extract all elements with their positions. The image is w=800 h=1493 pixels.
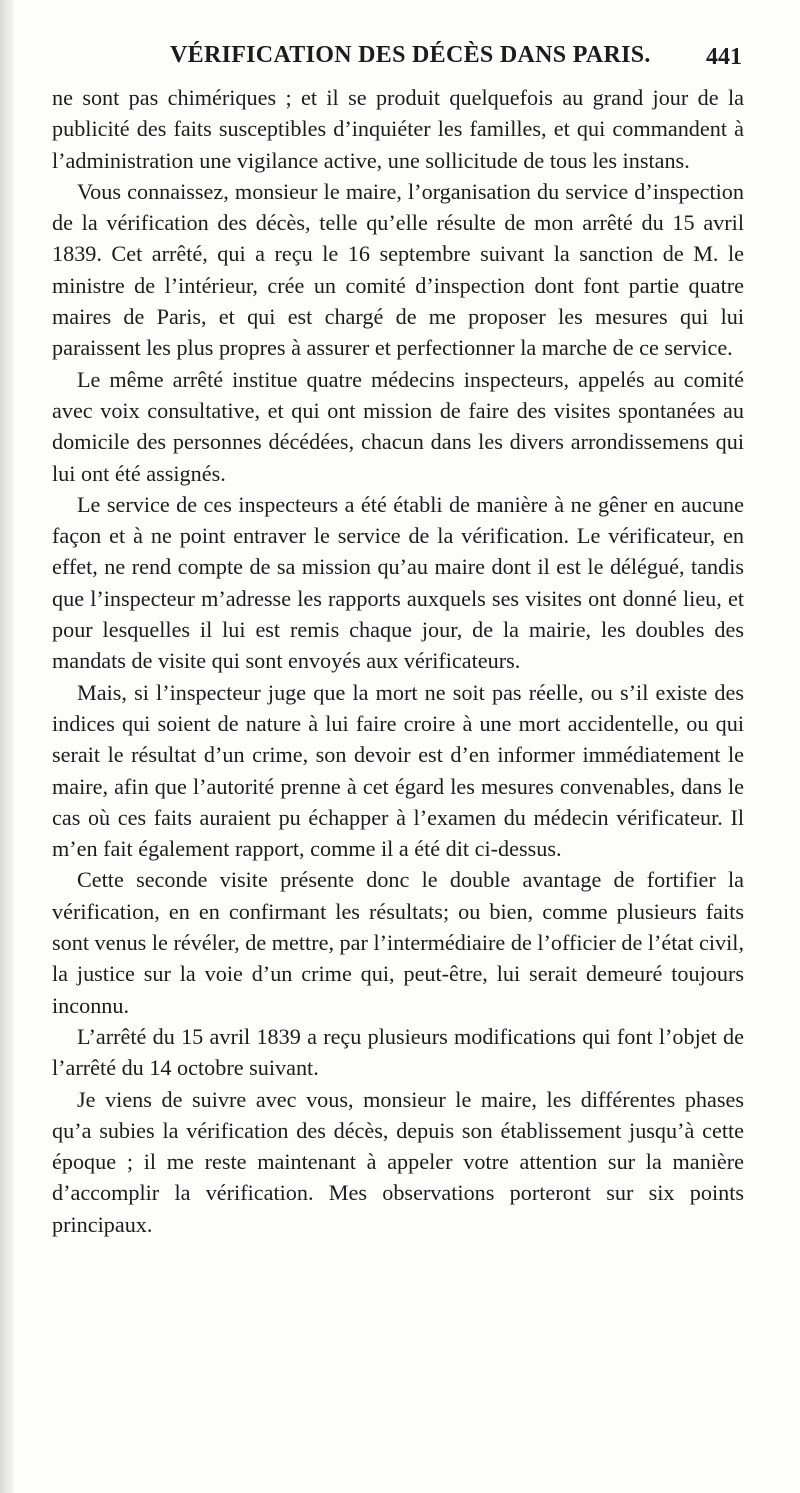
paragraph: Mais, si l’inspecteur juge que la mort ne soit pas réelle, ou s’il existe des indices qui soient de nature à lui faire croire à une mort accidentelle, ou qui serait le résultat d’un crime, son devoir est d’en informer immédiatement le maire, afin que l’autorité prenne à cet égard les mesures convenables, dans le cas où ces faits auraient pu échapper à l’examen du médecin vérificateur. Il m’en fait également rapport, comme il a été dit ci-dessus.	[52, 679, 744, 862]
paragraph: Cette seconde visite présente donc le double avantage de fortifier la vérification, en en confirmant les résultats; ou bien, comme plusieurs faits sont venus le révéler, de mettre, par l’intermédiaire de l’officier de l’état civil, la justice sur la voie d’un crime qui, peut-être, lui serait demeuré toujours inconnu.	[52, 867, 744, 1018]
running-title: VÉRIFICATION DES DÉCÈS DANS PARIS.	[170, 42, 651, 68]
running-head	[52, 42, 742, 82]
page-number: 441	[706, 44, 742, 70]
paragraph: Le même arrêté institue quatre médecins inspecteurs, appelés au comité avec voix consultative, et qui ont mission de faire des visites spontanées au domicile des personnes décédées, chacun dans les divers arrondissemens qui lui ont été assignés.	[52, 366, 744, 486]
paragraph: L’arrêté du 15 avril 1839 a reçu plusieurs modifications qui font l’objet de l’arrêté du 14 octobre suivant.	[52, 1023, 744, 1081]
page-binding-edge	[0, 0, 14, 1493]
paragraph: Je viens de suivre avec vous, monsieur le maire, les différentes phases qu’a subies la vérification des décès, depuis son établissement jusqu’à cette époque ; il me reste maintenant à appeler votre attention sur la manière d’accomplir la vérification. Mes observations porteront sur six points principaux.	[52, 1086, 744, 1237]
paragraph-continued: ne sont pas chimériques ; et il se produit quelquefois au grand jour de la publicité des faits susceptibles d’inquiéter les familles, et qui commandent à l’administration une vigilance active, une sollicitude de tous les instans.	[52, 85, 744, 173]
paragraph: Vous connaissez, monsieur le maire, l’organisation du service d’inspection de la vérification des décès, telle qu’elle résulte de mon arrêté du 15 avril 1839. Cet arrêté, qui a reçu le 16 septembre suivant la sanction de M. le ministre de l’intérieur, crée un comité d’inspection dont font partie quatre maires de Paris, et qui est chargé de me proposer les mesures qui lui paraissent les plus propres à assurer et perfectionner la marche de ce service.	[52, 178, 744, 361]
paragraph: Le service de ces inspecteurs a été établi de manière à ne gêner en aucune façon et à ne point entraver le service de la vérification. Le vérificateur, en effet, ne rend compte de sa mission qu’au maire dont il est le délégué, tandis que l’inspecteur m’adresse les rapports auxquels ses visites ont donné lieu, et pour lesquelles il lui est remis chaque jour, de la mairie, les doubles des mandats de visite qui sont envoyés aux vérificateurs.	[52, 491, 744, 674]
body-text	[52, 82, 744, 1240]
